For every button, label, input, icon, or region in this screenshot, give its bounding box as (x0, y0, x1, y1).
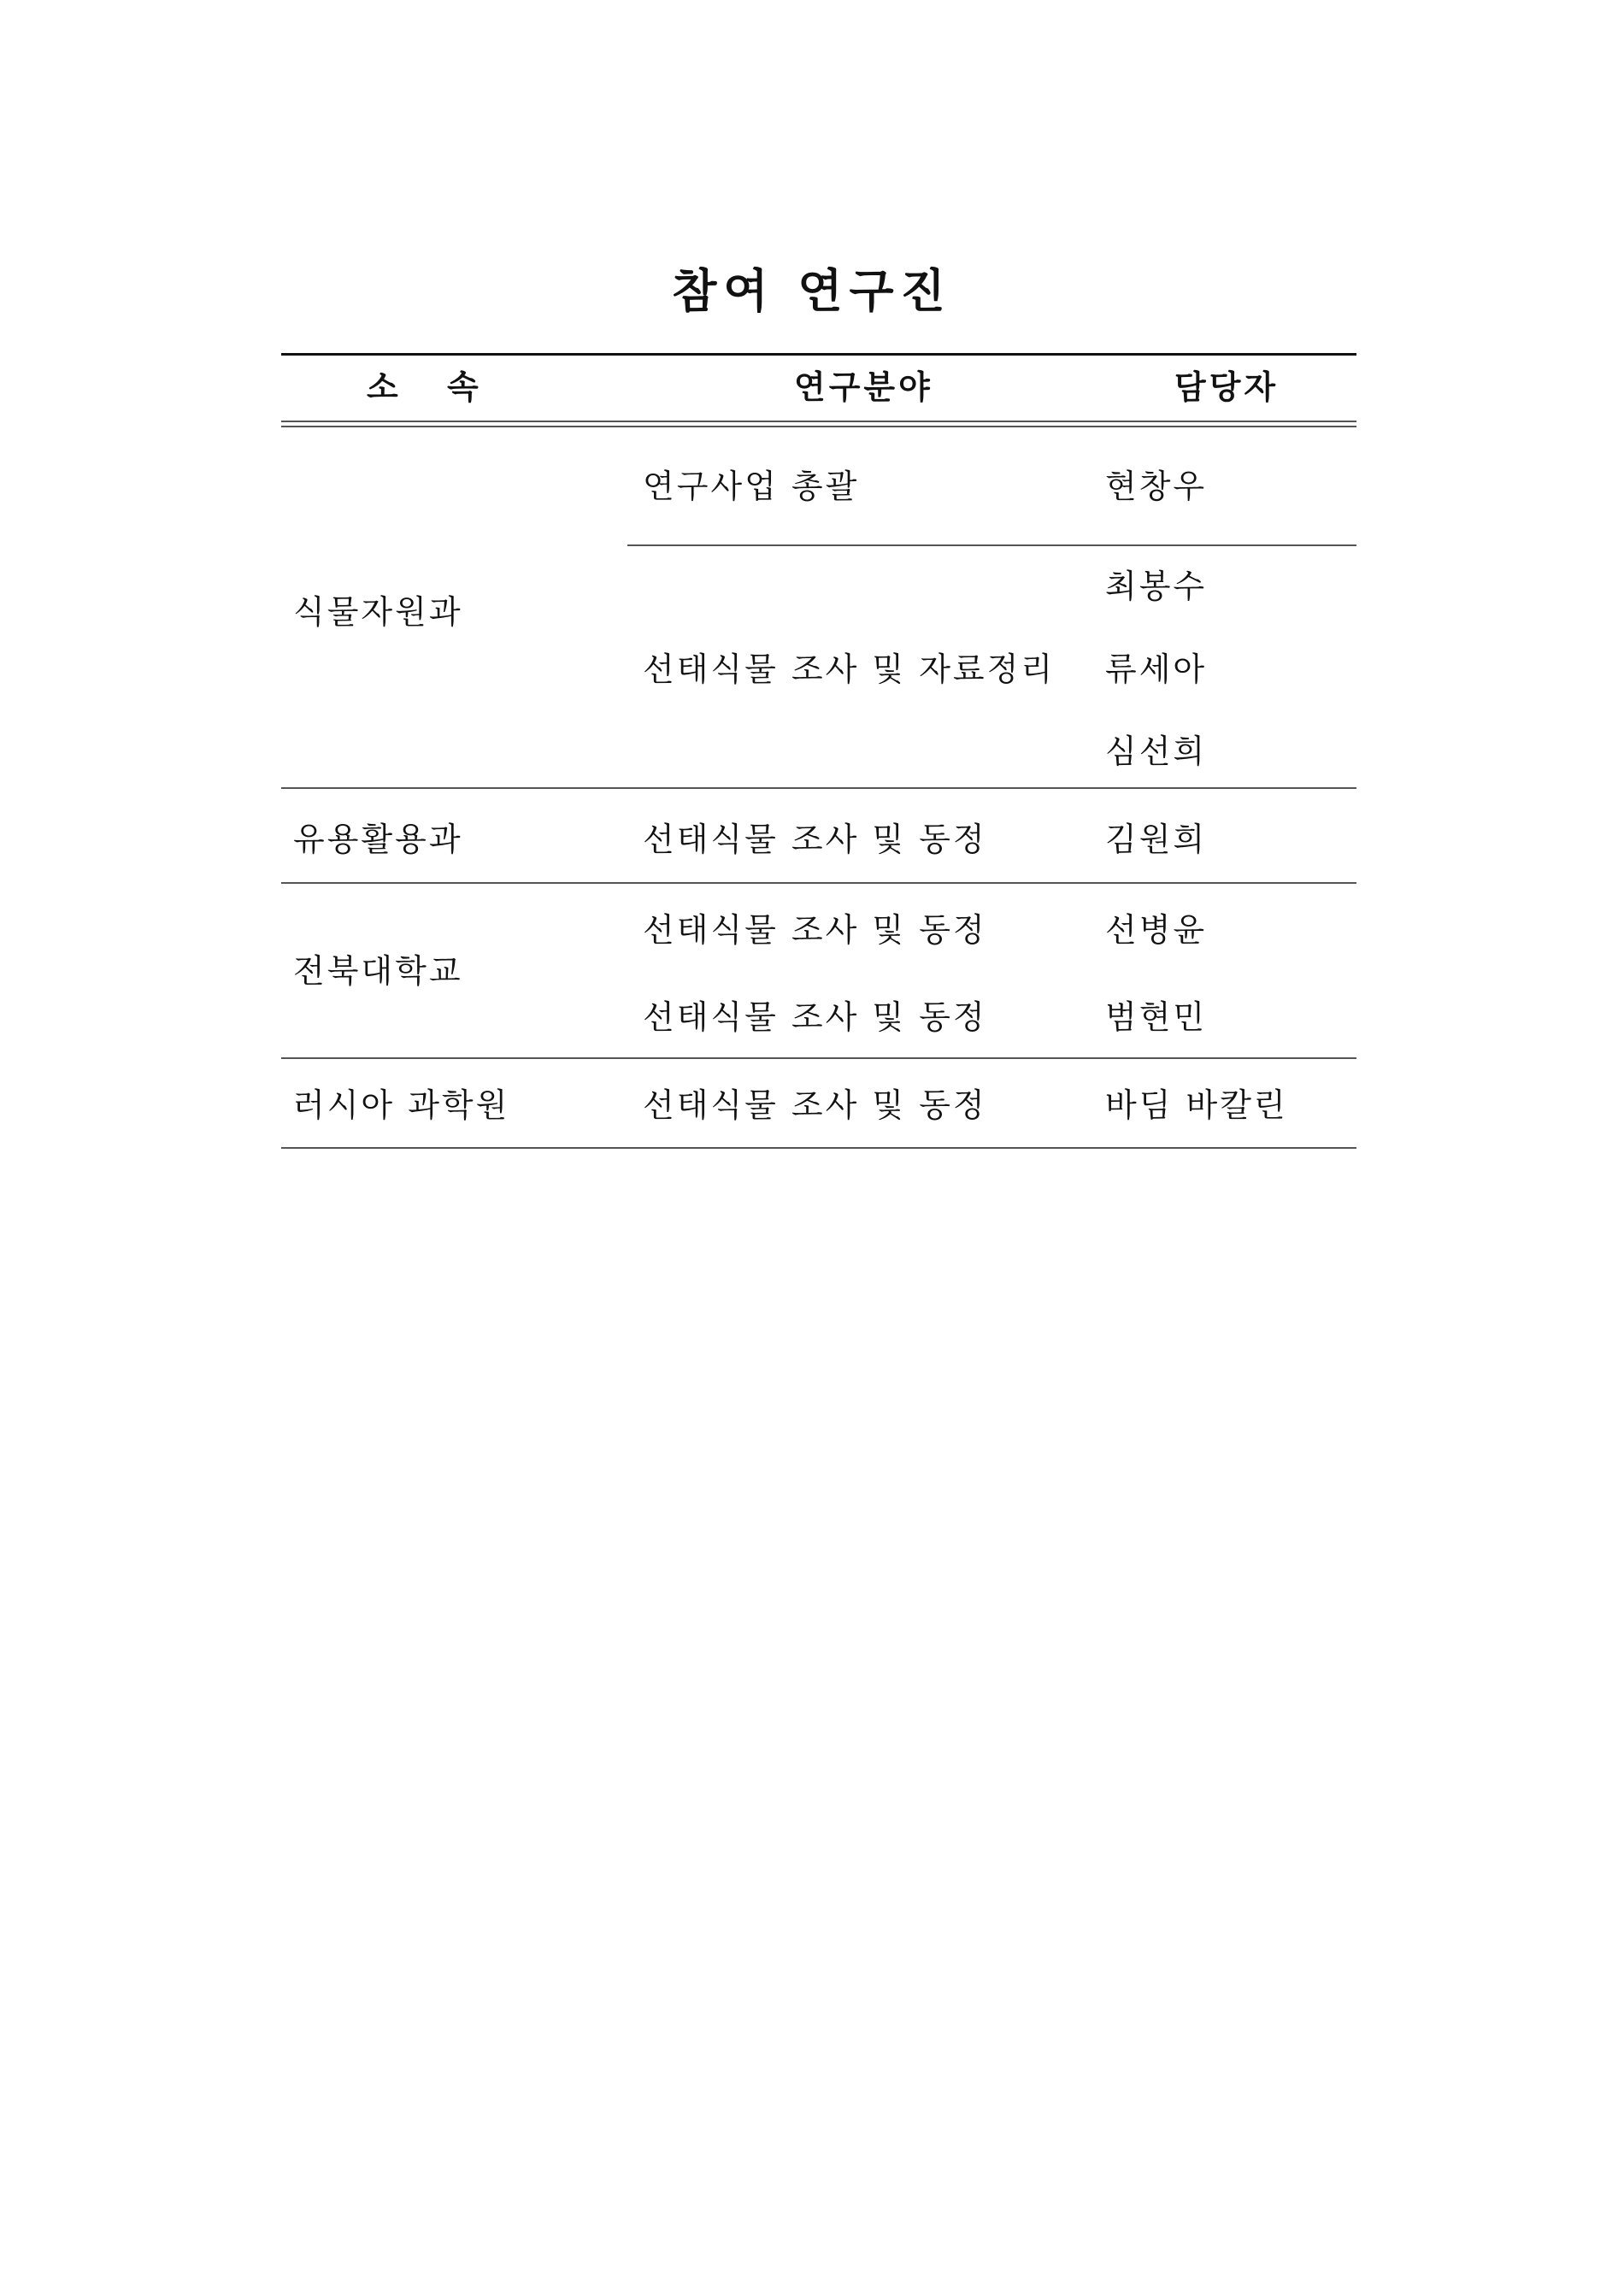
row-divider-partial (627, 544, 1356, 546)
table-bottom-rule (281, 1147, 1356, 1149)
research-field-cell: 선태식물 조사 및 동정 (643, 911, 987, 949)
research-staff-table (281, 353, 1356, 1150)
research-field-cell: 선태식물 조사 및 동정 (643, 821, 987, 858)
person-cell: 심선희 (1105, 733, 1208, 770)
affiliation-cell: 식물자원과 (293, 593, 463, 631)
person-cell: 범현민 (1105, 998, 1208, 1036)
header-double-rule-upper (281, 421, 1356, 422)
header-person-in-charge: 담당자 (1174, 368, 1280, 406)
header-double-rule-lower (281, 426, 1356, 427)
group-divider (281, 787, 1356, 789)
research-field-cell: 선태식물 조사 및 동정 (643, 998, 987, 1036)
affiliation-cell: 전북대학교 (293, 952, 463, 990)
page-title: 참여 연구진 (672, 263, 952, 318)
group-divider (281, 1057, 1356, 1059)
affiliation-cell: 러시아 과학원 (293, 1086, 510, 1124)
research-field-cell: 선태식물 조사 및 동정 (643, 1086, 987, 1124)
person-cell: 선병윤 (1105, 911, 1208, 949)
group-divider (281, 882, 1356, 884)
person-cell: 김원희 (1105, 821, 1208, 858)
person-cell: 최봉수 (1105, 568, 1208, 605)
research-field-cell: 연구사업 총괄 (643, 468, 860, 505)
person-cell: 류세아 (1105, 650, 1208, 688)
research-field-cell: 선태식물 조사 및 자료정리 (643, 650, 1056, 688)
person-cell: 현창우 (1105, 468, 1208, 505)
header-affiliation: 소 속 (367, 368, 497, 406)
affiliation-cell: 유용활용과 (293, 821, 463, 858)
person-cell: 바딤 바칼린 (1105, 1086, 1288, 1124)
header-research-field: 연구분야 (794, 368, 933, 406)
